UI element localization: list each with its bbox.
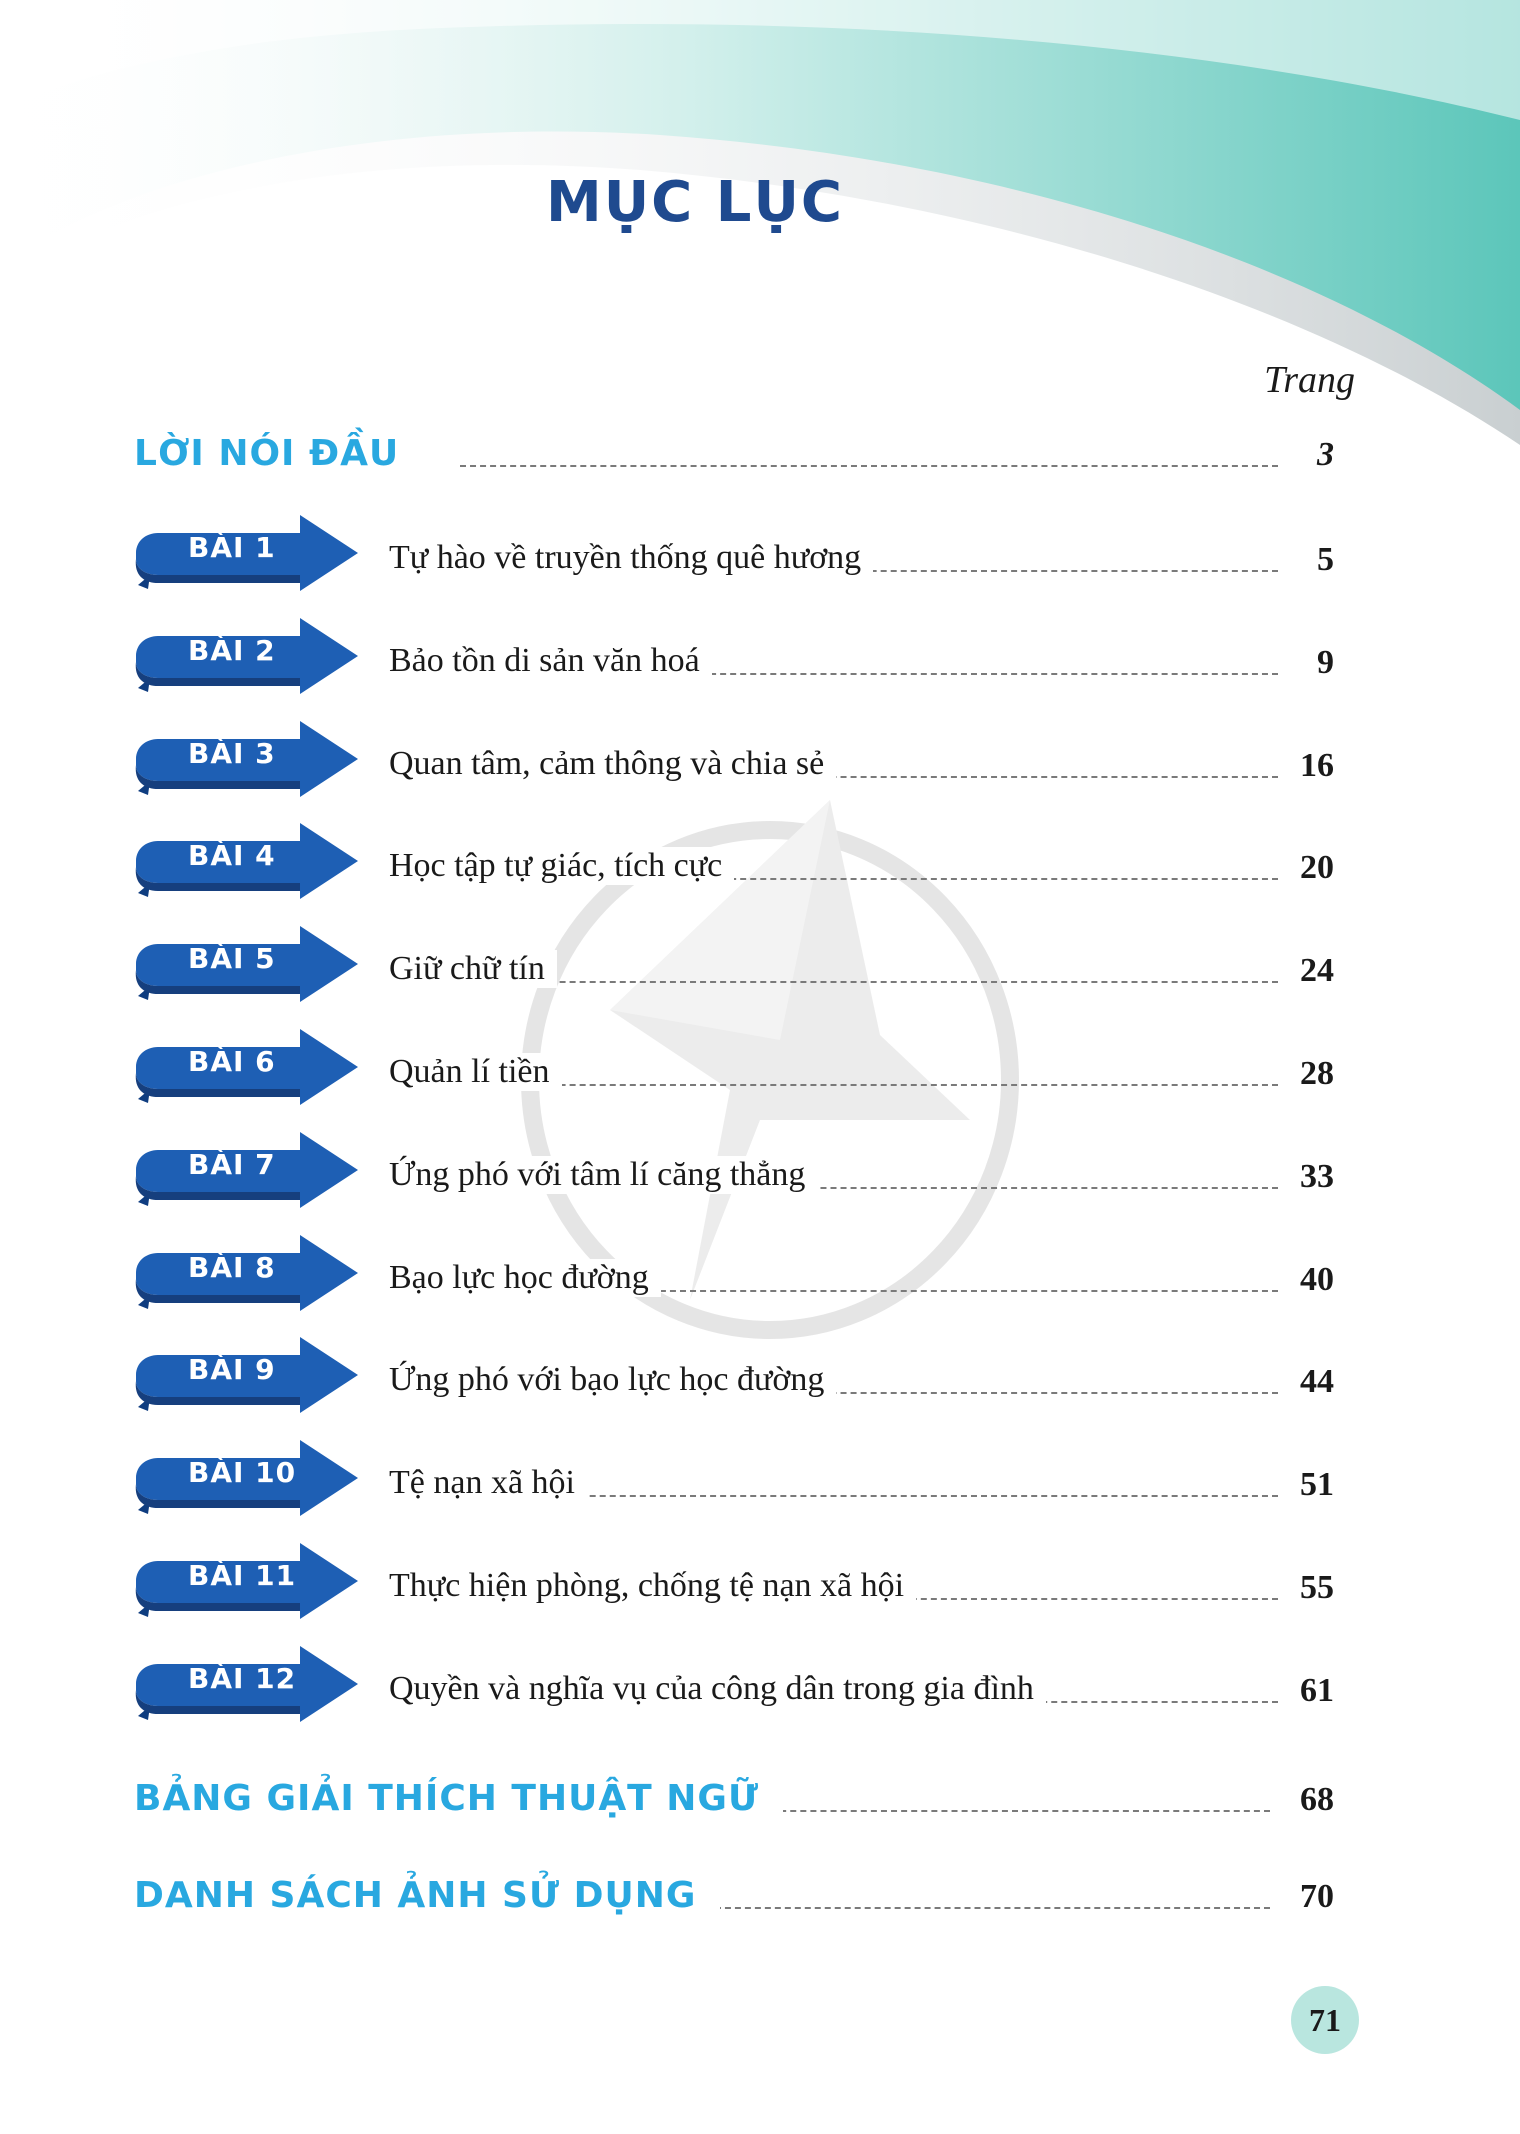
page-number: 44 <box>1300 1363 1334 1401</box>
page-number: 33 <box>1300 1157 1334 1195</box>
page-number: 20 <box>1300 849 1334 887</box>
lesson-badge <box>130 924 360 1004</box>
page-column-label: Trang <box>1264 359 1355 401</box>
dotted-leader <box>695 1907 1270 1909</box>
toc-lesson-row[interactable] <box>0 721 1520 801</box>
lesson-badge <box>130 1335 360 1415</box>
lesson-title: Ứng phó với bạo lực học đường <box>389 1361 836 1399</box>
lesson-title: Quan tâm, cảm thông và chia sẻ <box>389 745 836 783</box>
dotted-leader <box>760 1810 1270 1812</box>
page-number: 5 <box>1317 541 1334 578</box>
section-label: LỜI NÓI ĐẦU <box>134 433 423 474</box>
lesson-title: Bạo lực học đường <box>389 1259 661 1297</box>
toc-lesson-row[interactable] <box>0 515 1520 595</box>
page-number: 55 <box>1300 1569 1334 1606</box>
lesson-title: Quyền và nghĩa vụ của công dân trong gia đình <box>389 1670 1046 1708</box>
toc-images-list-row[interactable] <box>0 1852 1520 1932</box>
toc-lesson-row[interactable] <box>0 926 1520 1006</box>
page-number: 3 <box>1317 436 1334 473</box>
lesson-badge-label: BÀI 3 <box>188 736 276 770</box>
toc-intro-row[interactable] <box>0 410 1520 490</box>
lesson-badge <box>130 1541 360 1621</box>
lesson-badge-label: BÀI 1 <box>188 531 276 564</box>
toc-lesson-row[interactable] <box>0 618 1520 698</box>
page-title: MỤC LỤC <box>545 170 845 235</box>
page-number: 16 <box>1300 746 1334 784</box>
page-number: 24 <box>1300 952 1334 990</box>
lesson-badge <box>130 719 360 799</box>
lesson-badge-label: BÀI 4 <box>188 839 276 873</box>
section-label: BẢNG GIẢI THÍCH THUẬT NGỮ <box>134 1778 783 1819</box>
toc-lesson-row[interactable] <box>0 1337 1520 1417</box>
lesson-title: Tệ nạn xã hội <box>389 1464 587 1502</box>
lesson-title: Tự hào về truyền thống quê hương <box>389 539 873 577</box>
toc-lesson-row[interactable] <box>0 823 1520 903</box>
toc-lesson-row[interactable] <box>0 1440 1520 1520</box>
lesson-badge <box>130 1644 360 1724</box>
lesson-badge <box>130 616 360 696</box>
lesson-badge <box>130 1130 360 1210</box>
page-number: 51 <box>1300 1466 1334 1504</box>
dotted-leader <box>460 465 1278 467</box>
lesson-badge-label: BÀI 8 <box>188 1250 276 1284</box>
lesson-title: Thực hiện phòng, chống tệ nạn xã hội <box>389 1567 916 1605</box>
lesson-badge-label: BÀI 11 <box>188 1559 297 1592</box>
lesson-badge <box>130 513 360 593</box>
lesson-badge <box>130 1027 360 1107</box>
lesson-badge-label: BÀI 10 <box>188 1456 297 1490</box>
toc-lesson-row[interactable] <box>0 1029 1520 1109</box>
lesson-badge-label: BÀI 9 <box>188 1353 276 1387</box>
lesson-title: Quản lí tiền <box>389 1053 562 1091</box>
toc-lesson-row[interactable] <box>0 1543 1520 1623</box>
lesson-badge <box>130 1233 360 1313</box>
lesson-badge-label: BÀI 7 <box>188 1147 276 1181</box>
page-number: 28 <box>1300 1055 1334 1092</box>
toc-lesson-row[interactable] <box>0 1646 1520 1726</box>
page-number: 68 <box>1300 1781 1334 1818</box>
lesson-badge-label: BÀI 6 <box>188 1045 276 1078</box>
toc-glossary-row[interactable] <box>0 1755 1520 1835</box>
lesson-title: Học tập tự giác, tích cực <box>389 847 734 885</box>
lesson-badge-label: BÀI 2 <box>188 633 276 667</box>
lesson-badge-label: BÀI 5 <box>188 942 276 976</box>
page-number: 61 <box>1300 1671 1334 1709</box>
section-label: DANH SÁCH ẢNH SỬ DỤNG <box>134 1875 720 1916</box>
toc-lesson-row[interactable] <box>0 1132 1520 1212</box>
page-number: 70 <box>1300 1878 1334 1915</box>
lesson-badge-label: BÀI 12 <box>188 1661 297 1695</box>
page-number: 9 <box>1317 643 1334 681</box>
lesson-badge <box>130 1438 360 1518</box>
lesson-title: Bảo tồn di sản văn hoá <box>389 642 712 680</box>
lesson-badge <box>130 821 360 901</box>
page-number-badge: 71 <box>1291 1986 1359 2054</box>
lesson-title: Ứng phó với tâm lí căng thẳng <box>389 1156 817 1194</box>
toc-lesson-row[interactable] <box>0 1235 1520 1315</box>
lesson-title: Giữ chữ tín <box>389 950 557 988</box>
page-number: 40 <box>1300 1260 1334 1298</box>
